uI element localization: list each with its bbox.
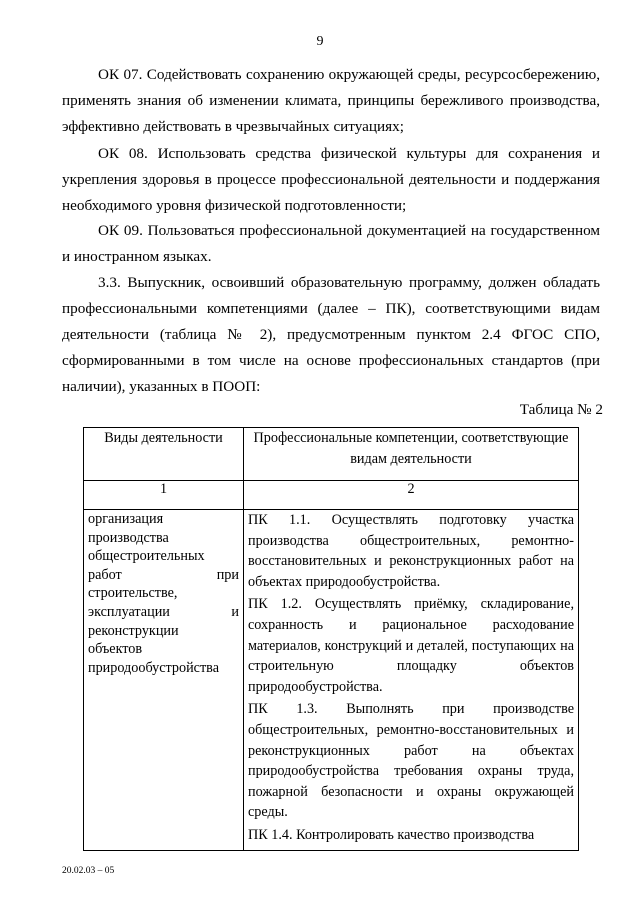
document-code: 20.02.03 – 05 [62, 866, 115, 876]
column-number-2: 2 [244, 481, 579, 510]
activity-line: реконструкции [88, 622, 179, 639]
competencies-table [83, 427, 579, 851]
activity-line: строительстве, [88, 585, 178, 602]
activity-text [88, 510, 239, 677]
header-competencies: Профессиональные компетенции, соответствующие видам деятельности [244, 428, 579, 481]
activity-line: эксплуатации и [88, 603, 239, 620]
table-caption: Таблица № 2 [519, 401, 603, 418]
header-activity: Виды деятельности [84, 428, 244, 481]
table-header-row [84, 428, 579, 481]
competency-pk-1-1: ПК 1.1. Осуществлять подготовку участка производства общестроительных, ремонтно-восстановительных и реконструкционных работ на объектах природообустройства. [248, 512, 574, 590]
activity-cell [84, 510, 244, 851]
activity-line: общестроительных [88, 548, 205, 565]
page-number: 9 [316, 34, 324, 49]
column-number-1: 1 [84, 481, 244, 510]
competencies-cell [244, 510, 579, 851]
activity-line: природообустройства [88, 659, 219, 676]
activity-line: объектов [88, 641, 143, 658]
table-row [84, 510, 579, 851]
activity-line: производства [88, 529, 169, 546]
activity-line: работ при [88, 566, 239, 583]
competency-pk-1-4: ПК 1.4. Контролировать качество производства [248, 826, 535, 843]
paragraph-ok08: ОК 08. Использовать средства физической культуры для сохранения и укрепления здоровья в процессе профессиональной деятельности и поддержания необходимого уровня физической подготовленности; [62, 145, 600, 214]
activity-line: организация [88, 511, 164, 527]
paragraph-ok07: ОК 07. Содействовать сохранению окружающей среды, ресурсосбережению, применять знания об изменении климата, принципы бережливого производства, эффективно действовать в чрезвычайных ситуациях; [62, 66, 600, 135]
table-number-row [84, 481, 579, 510]
competency-pk-1-2: ПК 1.2. Осуществлять приёмку, складирование, сохранность и рациональное расходование материалов, конструкций и деталей, поступающих на строительную площадку объектов природообустройства. [248, 596, 574, 695]
paragraph-3-3: 3.3. Выпускник, освоивший образовательную программу, должен обладать профессиональными компетенциями (далее – ПК), соответствующими видам деятельности (таблица № 2), предусмотренным пунктом 2.4 ФГОС СПО, сформированными в том числе на основе профессиональных стандартов (при наличии), указанных в ПООП: [62, 274, 600, 395]
competency-pk-1-3: ПК 1.3. Выполнять при производстве общестроительных, ремонтно-восстановительных и реконструкционных работ на объектах природообустройства требования охраны труда, пожарной безопасности и охраны окружающей среды. [248, 701, 574, 821]
paragraph-ok09: ОК 09. Пользоваться профессиональной документацией на государственном и иностранном языках. [62, 222, 600, 265]
